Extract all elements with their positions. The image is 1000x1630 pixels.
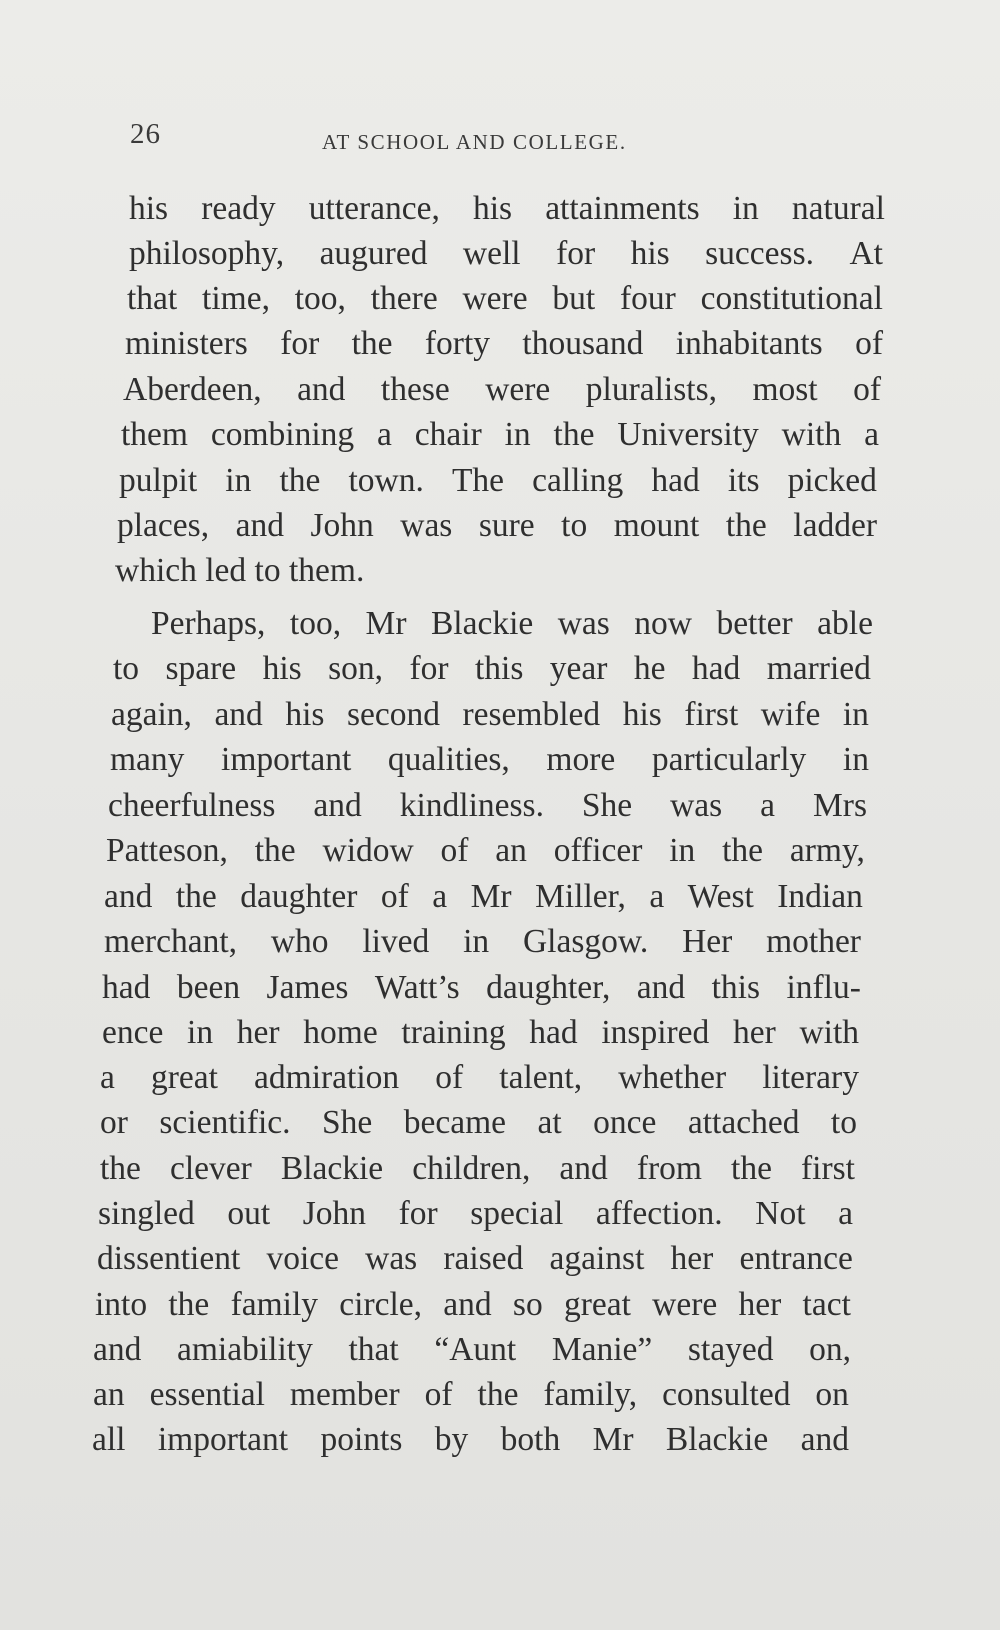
text-line: them combining a chair in the University with a bbox=[121, 416, 879, 453]
text-line: ministers for the forty thousand inhabitants of bbox=[125, 325, 883, 362]
text-line: again, and his second resembled his first wife in bbox=[111, 696, 869, 733]
text-line: which led to them. bbox=[115, 552, 365, 589]
text-line: pulpit in the town. The calling had its picked bbox=[119, 462, 877, 499]
text-line: many important qualities, more particularly in bbox=[110, 741, 869, 778]
text-line: all important points by both Mr Blackie and bbox=[92, 1421, 849, 1458]
text-line: the clever Blackie children, and from the first bbox=[100, 1150, 855, 1187]
text-line: ence in her home training had inspired her with bbox=[102, 1014, 859, 1051]
text-line: an essential member of the family, consulted on bbox=[93, 1376, 849, 1413]
text-line: Perhaps, too, Mr Blackie was now better able bbox=[151, 605, 873, 642]
text-line: that time, too, there were but four constitutional bbox=[127, 280, 883, 317]
running-head: AT SCHOOL AND COLLEGE. bbox=[322, 130, 627, 154]
text-line: his ready utterance, his attainments in natural bbox=[129, 190, 885, 227]
text-line: and amiability that “Aunt Manie” stayed on, bbox=[93, 1331, 851, 1368]
text-line: into the family circle, and so great were her tact bbox=[95, 1286, 851, 1323]
text-line: to spare his son, for this year he had married bbox=[113, 650, 871, 687]
text-line: cheerfulness and kindliness. She was a Mrs bbox=[108, 787, 867, 824]
text-line: merchant, who lived in Glasgow. Her mother bbox=[104, 923, 861, 960]
page-header bbox=[130, 118, 730, 158]
text-line: or scientific. She became at once attached to bbox=[100, 1104, 857, 1141]
text-line: a great admiration of talent, whether literary bbox=[100, 1059, 859, 1096]
text-line: philosophy, augured well for his success. At bbox=[129, 235, 883, 272]
text-line: places, and John was sure to mount the ladder bbox=[117, 507, 877, 544]
text-line: Patteson, the widow of an officer in the army, bbox=[106, 832, 865, 869]
page-number: 26 bbox=[130, 118, 161, 150]
text-line: dissentient voice was raised against her entrance bbox=[97, 1240, 853, 1277]
text-line: singled out John for special affection. Not a bbox=[98, 1195, 853, 1232]
text-line: had been James Watt’s daughter, and this influ- bbox=[102, 969, 861, 1006]
text-line: Aberdeen, and these were pluralists, most of bbox=[123, 371, 881, 408]
text-line: and the daughter of a Mr Miller, a West Indian bbox=[104, 878, 863, 915]
